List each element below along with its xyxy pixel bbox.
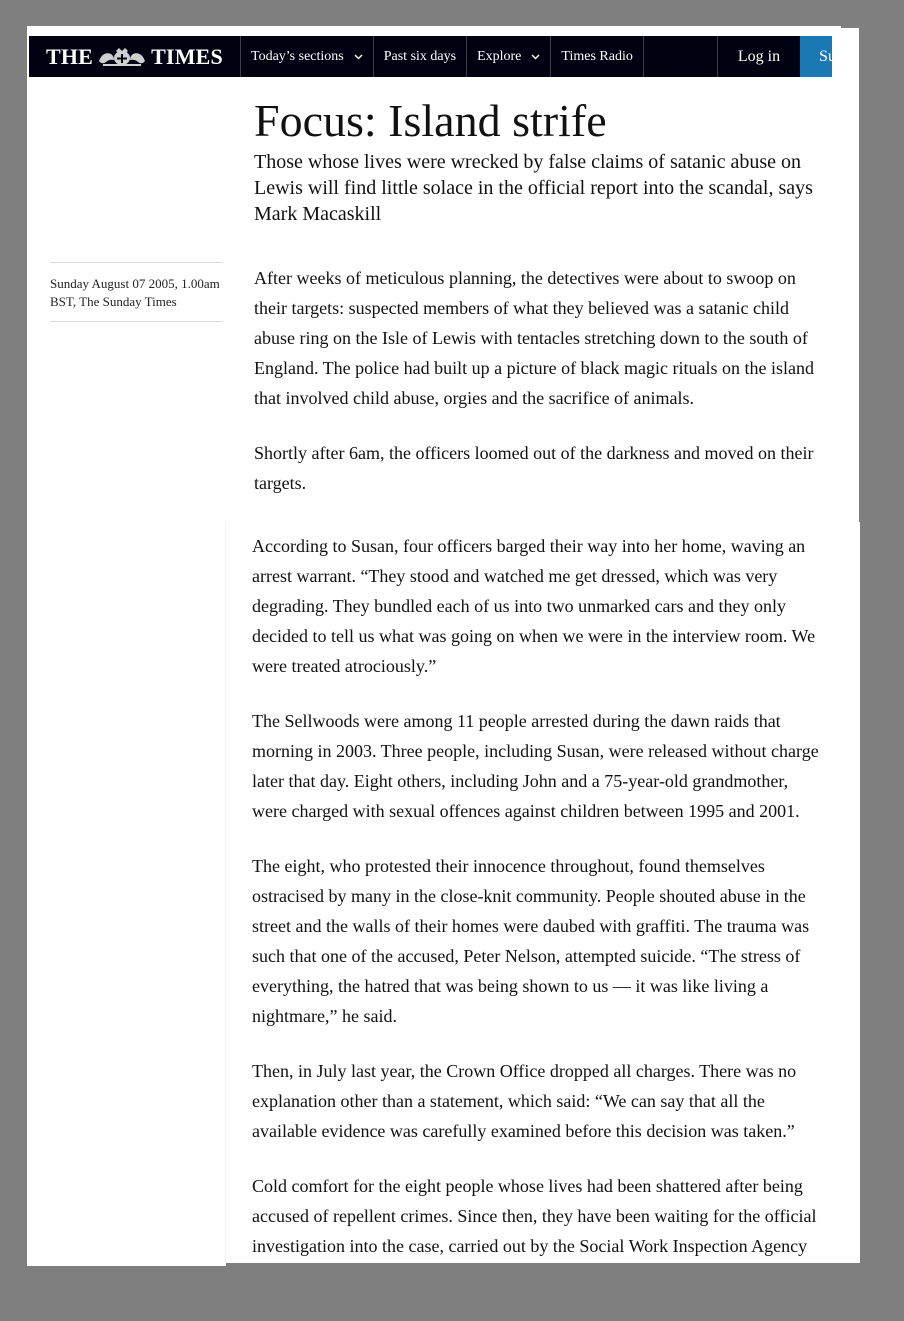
article-paragraph: After weeks of meticulous planning, the detectives were about to swoop on their targets: suspected members of what they believed was a satanic child abuse ring on the Isle of Lewis with tentacles stretching down to the south of England. The police had built up a picture of black magic rituals on the island that involved child abuse, orgies and the sacrifice of animals.: [254, 268, 815, 408]
top-navigation-bar: [29, 36, 836, 77]
nav-spacer: [644, 36, 717, 77]
article-body-lower-clip: [226, 522, 860, 1263]
article-paragraph: According to Susan, four officers barged their way into her home, waving an arrest warrant. “They stood and watched me get dressed, which was very degrading. They bundled each of us into two unmarked cars and they only decided to tell us what was going on when we were in the interview room. We were treated atrociously.”: [252, 536, 816, 676]
chevron-down-icon: [354, 54, 363, 60]
article-standfirst: Those whose lives were wrecked by false claims of satanic abuse on Lewis will find little solace in the official report into the scandal, says Mark Macaskill: [254, 151, 813, 225]
article-body-bottom: [252, 531, 822, 1286]
subscribe-button-label: Su: [819, 47, 836, 65]
article-paragraph: Cold comfort for the eight people whose lives had been shattered after being accused of repellent crimes. Since then, they have been waiting for the official investigation into the case, carried out by the Social Work Inspection Agency: [252, 1176, 817, 1256]
article-paragraph: Then, in July last year, the Crown Office dropped all charges. There was no explanation other than a statement, which said: “We can say that all the available evidence was carefully examined before this decision was taken.”: [252, 1061, 797, 1141]
article-headline: Focus: Island strife: [254, 95, 607, 146]
login-button[interactable]: [717, 36, 800, 77]
chevron-down-icon: [531, 54, 540, 60]
nav-past-six-days[interactable]: [373, 36, 466, 77]
nav-todays-sections[interactable]: [240, 36, 373, 77]
nav-times-radio-label: Times Radio: [561, 48, 633, 64]
nav-past-six-days-label: Past six days: [383, 48, 457, 64]
times-logo[interactable]: [29, 36, 240, 77]
nav-times-radio[interactable]: [550, 36, 643, 77]
article-body-top: [254, 263, 824, 523]
page-sheet-left-lower: [27, 520, 226, 1266]
subscribe-button[interactable]: [800, 36, 836, 77]
nav-explore-label: Explore: [477, 48, 522, 64]
nav-todays-sections-label: Today’s sections: [251, 48, 344, 64]
login-button-label: Log in: [737, 47, 781, 65]
article-paragraph: Shortly after 6am, the officers loomed out of the darkness and moved on their targets.: [254, 443, 814, 493]
sheet-edge: [841, 24, 861, 28]
article-paragraph: The eight, who protested their innocence throughout, found themselves ostracised by many in the close-knit community. People shouted abuse in the street and the walls of their homes were daubed with graffiti. The trauma was such that one of the accused, Peter Nelson, attempted suicide. “The stress of everything, the hatred that was being shown to us — it was like living a nightmare,” he said.: [252, 856, 810, 1026]
nav-explore[interactable]: [466, 36, 550, 77]
royal-crest-icon: [97, 47, 147, 67]
logo-text-right: TIMES: [151, 43, 223, 69]
article-dateline: Sunday August 07 2005, 1.00am BST, The Sunday Times: [50, 262, 223, 322]
article-paragraph: The Sellwoods were among 11 people arrested during the dawn raids that morning in 2003. Three people, including Susan, were released without charge later that day. Eight others, including John and a 75-year-old grandmother, were charged with sexual offences against children between 1995 and 2001.: [252, 711, 819, 821]
logo-text-left: THE: [46, 43, 94, 69]
